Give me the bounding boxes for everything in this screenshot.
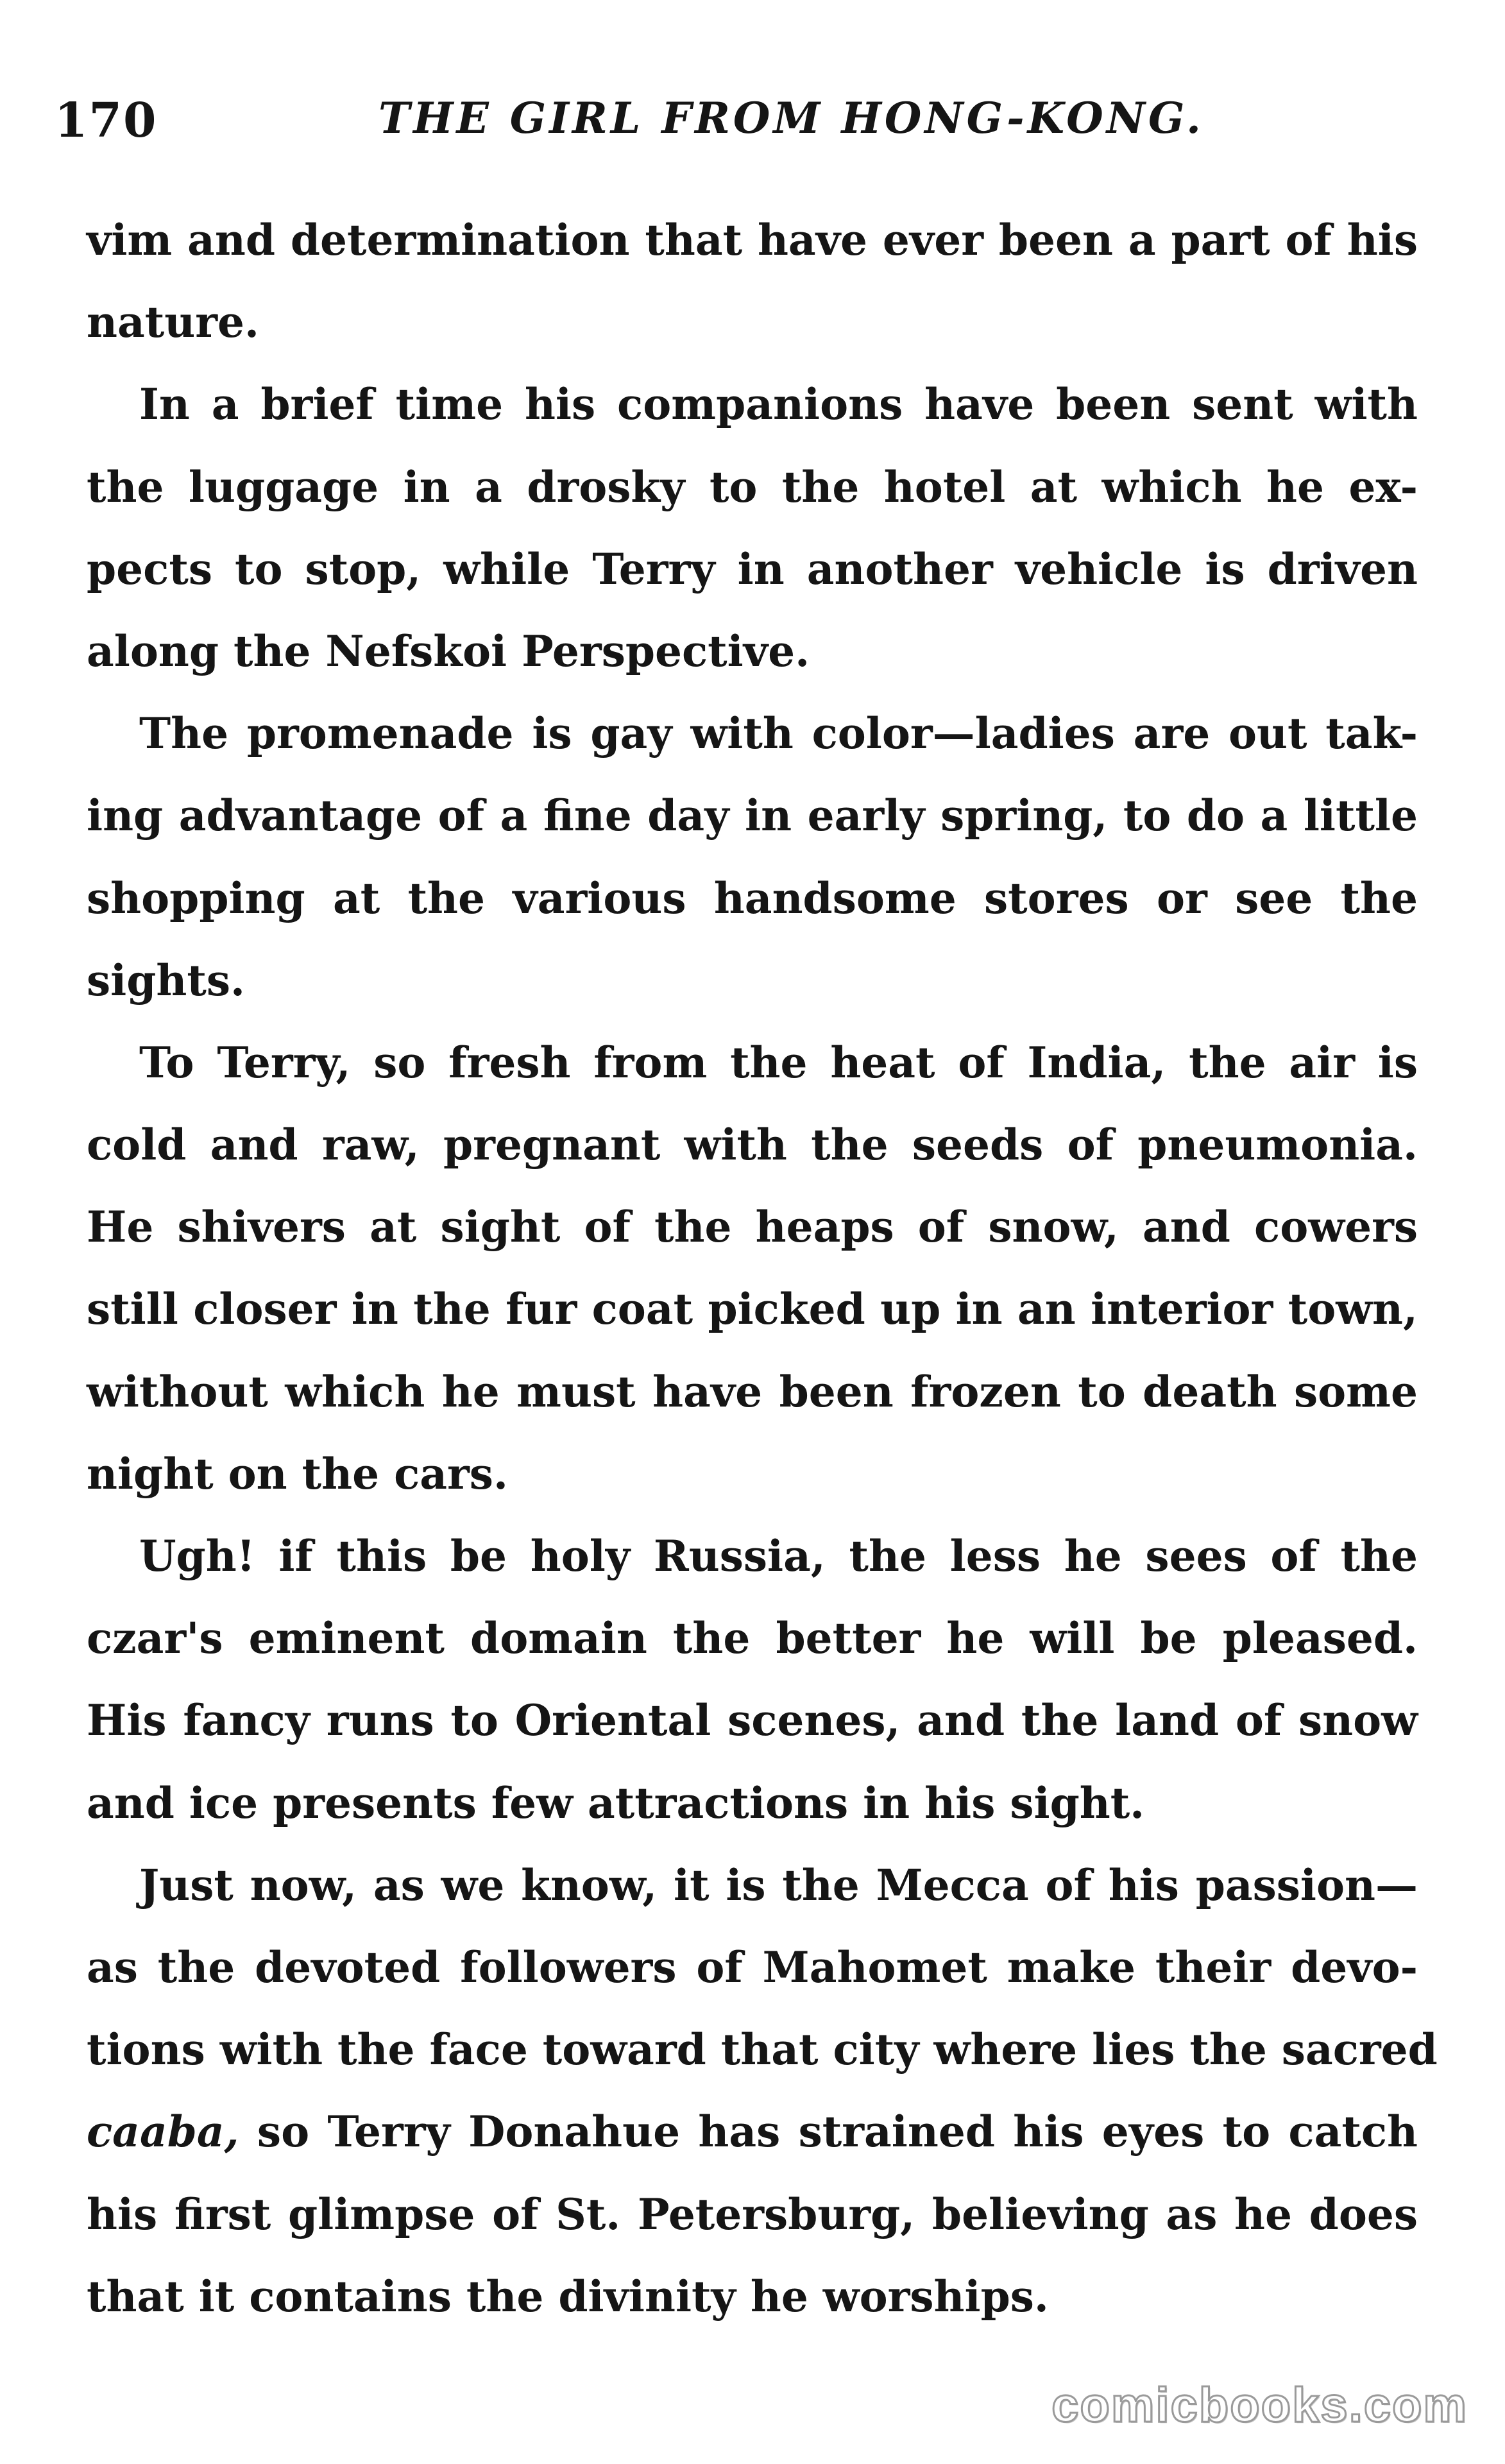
text-line: pects to stop, while Terry in another vehicle is driven [87,543,1418,594]
page-number: 170 [55,93,158,148]
text-line: nature. [87,297,259,348]
text-line: Ugh! if this be holy Russia, the less he sees of the [139,1531,1418,1581]
text-line: the luggage in a drosky to the hotel at which he ex- [87,461,1418,512]
text-line: czar's eminent domain the better he will be pleased. [87,1613,1418,1664]
text-line: without which he must have been frozen to death some [87,1366,1418,1417]
text-line: and ice presents few attractions in his sight. [87,1777,1145,1828]
text-line: that it contains the divinity he worships. [87,2271,1049,2322]
body-text [87,199,1438,2338]
text-line: tions with the face toward that city where lies the sacred [87,2024,1438,2075]
text-line: cold and raw, pregnant with the seeds of pneumonia. [87,1120,1418,1170]
text-line: as the devoted followers of Mahomet make their devo- [87,1942,1418,1992]
watermark: comicbooks.com [1051,2378,1468,2433]
text-line: The promenade is gay with color—ladies are out tak- [139,708,1418,759]
text-line: shopping at the various handsome stores or see the [87,873,1418,923]
text-line: To Terry, so fresh from the heat of India, the air is [139,1037,1418,1088]
text-line: His fancy runs to Oriental scenes, and the land of snow [87,1695,1418,1746]
running-head: THE GIRL FROM HONG-KONG. [378,93,1205,143]
text-line: night on the cars. [87,1448,508,1499]
text-line: In a brief time his companions have been sent with [139,379,1418,430]
text-line: Just now, as we know, it is the Mecca of his passion— [139,1860,1418,1910]
text-line: along the Nefskoi Perspective. [87,626,810,676]
text-line: his first glimpse of St. Petersburg, believing as he does [87,2189,1418,2239]
text-line: vim and determination that have ever been a part of his [87,215,1418,265]
text-line-rest: so Terry Donahue has strained his eyes to catch [257,2107,1418,2157]
text-line: sights. [87,955,245,1005]
italic-word: caaba, [87,2107,239,2157]
page-header [0,93,1505,164]
text-line: He shivers at sight of the heaps of snow, and cowers [87,1202,1418,1253]
text-line-with-italic [87,2091,1418,2173]
text-line: still closer in the fur coat picked up in an interior town, [87,1284,1418,1335]
text-line: ing advantage of a fine day in early spring, to do a little [87,791,1418,841]
